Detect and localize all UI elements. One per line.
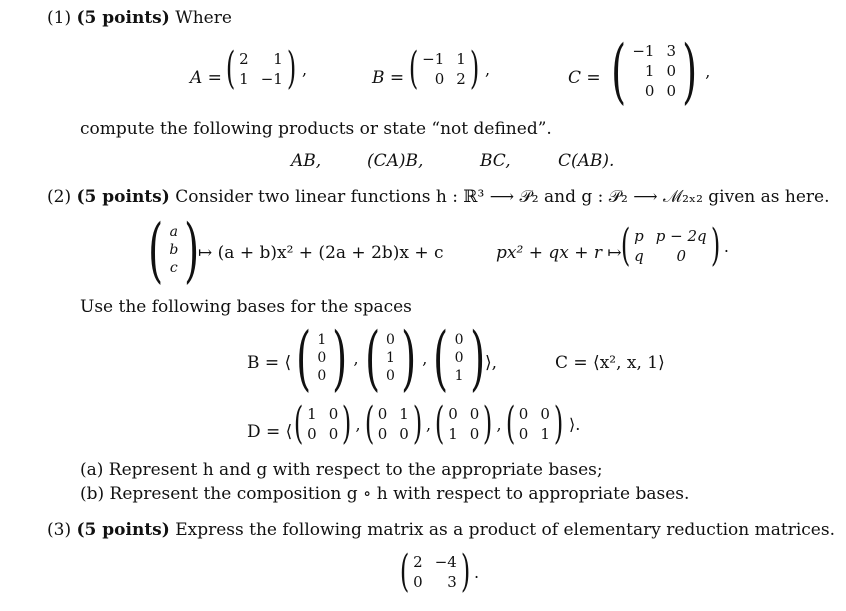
problem-1-intro: Where (175, 8, 232, 28)
problem-1-points: (5 points) (76, 8, 170, 28)
matrix-a-label: A = (190, 68, 222, 88)
product-cab: (CA)B, (367, 151, 424, 171)
problem-3-points: (5 points) (76, 520, 170, 540)
vector-abc: ( a b c ) (148, 209, 200, 291)
matrix-c: ( −1 3 1 0 0 0 ) , (611, 30, 711, 112)
matrix-b: ( −1 1 0 2 ) , (408, 43, 491, 94)
g-polynomial: px² + qx + r ↦ (496, 243, 622, 263)
g-matrix: ( p p − 2q q 0 ) . (620, 220, 729, 271)
problem-1-number: (1) (47, 8, 72, 28)
matrix-a: ( 2 1 1 −1 ) , (225, 43, 308, 94)
problem-1-instruction: compute the following products or state “not defined”. (80, 119, 552, 139)
problem-3-heading (47, 520, 835, 540)
h-mapping: ↦ (a + b)x² + (2a + 2b)x + c (198, 243, 444, 263)
part-b: (b) Represent the composition g ∘ h with respect to appropriate bases. (80, 484, 690, 504)
problem-1-heading (47, 8, 232, 28)
basis-b-vectors: ( 1 0 0 ) , ( 0 1 0 ) , ( 0 0 1 ) (296, 317, 485, 399)
basis-d-matrices: ( 1 0 0 0 ) , ( 0 1 0 0 ) , ( 0 0 1 0 ) , ( 0 0 0 1 ) ⟩. (293, 398, 581, 449)
matrix-b-label: B = (372, 68, 405, 88)
matrix-c-label: C = (568, 68, 601, 88)
problem-3-text: Express the following matrix as a product of elementary reduction matrices. (175, 520, 835, 540)
product-c-ab: C(AB). (558, 151, 615, 171)
basis-b-close: ⟩, (485, 353, 498, 373)
basis-b-label: B = ⟨ (247, 353, 292, 373)
part-a: (a) Represent h and g with respect to the appropriate bases; (80, 460, 603, 480)
problem-3-number: (3) (47, 520, 72, 540)
product-bc: BC, (480, 151, 511, 171)
product-ab: AB, (291, 151, 322, 171)
problem-2-number: (2) (47, 187, 72, 207)
problem-2-intro: Consider two linear functions h : ℝ³ ⟶ 𝒫₂ and g : 𝒫₂ ⟶ ℳ₂ₓ₂ given as here. (175, 187, 830, 207)
bases-intro: Use the following bases for the spaces (80, 297, 412, 317)
problem-2-points: (5 points) (76, 187, 170, 207)
problem-3-matrix: ( 2 −4 0 3 ) . (399, 546, 480, 597)
problem-2-heading (47, 187, 830, 207)
basis-c: C = ⟨x², x, 1⟩ (555, 353, 665, 373)
basis-d-label: D = ⟨ (247, 422, 293, 442)
